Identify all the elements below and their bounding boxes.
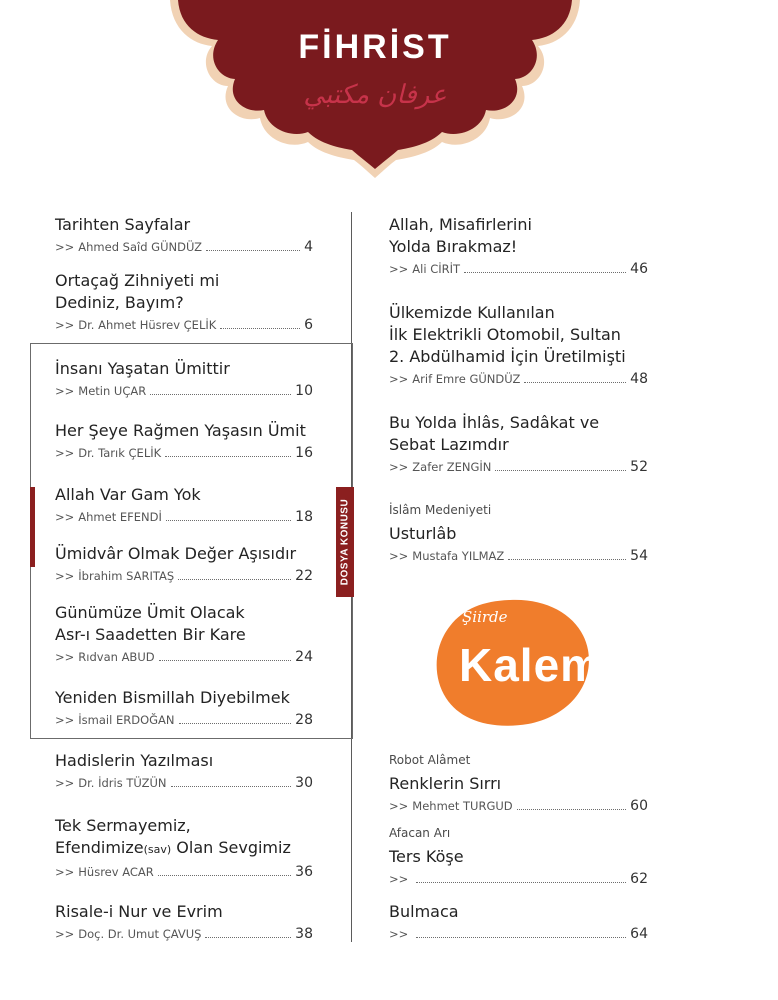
entry-author: Mustafa YILMAZ	[412, 549, 505, 563]
toc-entry[interactable]	[55, 815, 313, 880]
entry-title-line: Günümüze Ümit Olacak	[55, 603, 245, 622]
entry-author-line: >> Ahmet EFENDİ 18	[55, 509, 313, 525]
entry-author-line: >> Mehmet TURGUD 60	[389, 798, 648, 814]
entry-author-line: >> Rıdvan ABUD 24	[55, 649, 313, 665]
toc-entry[interactable]	[55, 750, 313, 791]
entry-author: Arif Emre GÜNDÜZ	[412, 372, 521, 386]
entry-title-line: Tek Sermayemiz,	[55, 816, 191, 835]
entry-page: 10	[295, 383, 313, 399]
dosya-konusu-label: DOSYA KONUSU	[339, 498, 351, 586]
header-banner	[160, 0, 590, 180]
entry-page: 54	[630, 548, 648, 564]
entry-title	[55, 815, 313, 861]
entry-author-line: >> İsmail ERDOĞAN 28	[55, 712, 313, 728]
entry-author: Dr. İdris TÜZÜN	[78, 776, 167, 790]
entry-title: İnsanı Yaşatan Ümittir	[55, 359, 230, 378]
entry-author-line: >> 62	[389, 871, 648, 887]
entry-title: Hadislerin Yazılması	[55, 751, 214, 770]
entry-author-line: >> Metin UÇAR 10	[55, 383, 313, 399]
toc-entry[interactable]	[389, 825, 648, 887]
entry-author: Mehmet TURGUD	[412, 799, 513, 813]
page-title: FİHRİST	[298, 28, 452, 66]
entry-author-line: >> Arif Emre GÜNDÜZ 48	[389, 371, 648, 387]
entry-title	[55, 602, 313, 646]
entry-author: Ahmed Saîd GÜNDÜZ	[78, 240, 203, 254]
entry-title: Tarihten Sayfalar	[55, 215, 191, 234]
entry-author-line: >> Ali CİRİT 46	[389, 261, 648, 277]
entry-author-line: >> Mustafa YILMAZ 54	[389, 548, 648, 564]
publisher-logo: عرفان مكتبي	[303, 80, 447, 110]
entry-title	[389, 412, 648, 456]
entry-title-line: İlk Elektrikli Otomobil, Sultan	[389, 325, 621, 344]
entry-category: Robot Alâmet	[389, 753, 471, 767]
entry-author-line: >> Dr. Tarık ÇELİK 16	[55, 445, 313, 461]
entry-page: 60	[630, 798, 648, 814]
kalem-logo	[432, 598, 603, 728]
entry-title-line: Dediniz, Bayım?	[55, 293, 184, 312]
toc-entry[interactable]	[55, 901, 313, 942]
entry-page: 28	[295, 712, 313, 728]
entry-page: 4	[304, 239, 313, 255]
entry-author: İbrahim SARITAŞ	[78, 569, 175, 583]
entry-author-line: >> 64	[389, 926, 648, 942]
entry-author: Metin UÇAR	[78, 384, 147, 398]
entry-title: Yeniden Bismillah Diyebilmek	[55, 688, 290, 707]
entry-title	[389, 302, 648, 368]
entry-page: 22	[295, 568, 313, 584]
entry-title-line: Sebat Lazımdır	[389, 435, 509, 454]
entry-page: 48	[630, 371, 648, 387]
entry-page: 36	[295, 864, 313, 880]
toc-entry[interactable]	[55, 602, 313, 665]
entry-title: Bulmaca	[389, 902, 459, 921]
toc-entry[interactable]	[55, 484, 313, 525]
entry-title: Ters Köşe	[389, 847, 464, 866]
entry-page: 6	[304, 317, 313, 333]
entry-title-line: Ülkemizde Kullanılan	[389, 303, 555, 322]
toc-entry[interactable]	[55, 687, 313, 728]
toc-entry[interactable]	[389, 901, 648, 942]
entry-author: Rıdvan ABUD	[78, 650, 155, 664]
entry-title	[389, 214, 648, 258]
entry-page: 38	[295, 926, 313, 942]
toc-entry[interactable]	[55, 270, 313, 333]
entry-page: 24	[295, 649, 313, 665]
entry-category: İslâm Medeniyeti	[389, 503, 492, 517]
entry-page: 16	[295, 445, 313, 461]
entry-page: 62	[630, 871, 648, 887]
entry-page: 46	[630, 261, 648, 277]
entry-title-line: Allah, Misafirlerini	[389, 215, 532, 234]
entry-author: Dr. Ahmet Hüsrev ÇELİK	[78, 318, 217, 332]
toc-entry[interactable]	[55, 214, 313, 255]
kalem-big-text: Kalem	[459, 639, 603, 691]
entry-author: İsmail ERDOĞAN	[78, 713, 175, 727]
toc-entry[interactable]	[389, 214, 648, 277]
entry-title-line: Ortaçağ Zihniyeti mi	[55, 271, 220, 290]
entry-author: Ali CİRİT	[412, 262, 461, 276]
entry-title-line: 2. Abdülhamid İçin Üretilmişti	[389, 347, 626, 366]
entry-title-line: Efendimize(sav) Olan Sevgimiz	[55, 838, 291, 857]
entry-title: Renklerin Sırrı	[389, 774, 502, 793]
entry-author: Hüsrev ACAR	[78, 865, 154, 879]
entry-author-line: >> Dr. İdris TÜZÜN 30	[55, 775, 313, 791]
kalem-small-text: Şiirde	[462, 608, 508, 626]
entry-title: Risale-i Nur ve Evrim	[55, 902, 223, 921]
toc-entry[interactable]	[55, 543, 313, 584]
entry-author-line: >> Zafer ZENGİN 52	[389, 459, 648, 475]
toc-entry[interactable]	[389, 502, 648, 564]
entry-page: 30	[295, 775, 313, 791]
entry-title: Ümidvâr Olmak Değer Aşısıdır	[55, 544, 297, 563]
entry-author-line: >> İbrahim SARITAŞ 22	[55, 568, 313, 584]
entry-page: 18	[295, 509, 313, 525]
entry-title: Usturlâb	[389, 524, 457, 543]
entry-title-line: Asr-ı Saadetten Bir Kare	[55, 625, 246, 644]
entry-author-line: >> Dr. Ahmet Hüsrev ÇELİK 6	[55, 317, 313, 333]
highlight-strip	[30, 487, 35, 567]
entry-author-line: >> Doç. Dr. Umut ÇAVUŞ 38	[55, 926, 313, 942]
dosya-konusu-tab	[336, 487, 354, 597]
entry-page: 52	[630, 459, 648, 475]
entry-author: Dr. Tarık ÇELİK	[78, 446, 162, 460]
entry-category: Afacan Arı	[389, 826, 451, 840]
entry-author: Doç. Dr. Umut ÇAVUŞ	[78, 927, 202, 941]
entry-author: Ahmet EFENDİ	[78, 510, 162, 524]
toc-entry[interactable]	[389, 752, 648, 814]
entry-title: Allah Var Gam Yok	[55, 485, 201, 504]
entry-author: Zafer ZENGİN	[412, 460, 492, 474]
entry-title-line: Bu Yolda İhlâs, Sadâkat ve	[389, 413, 600, 432]
entry-title-line: Yolda Bırakmaz!	[389, 237, 518, 256]
entry-author-line: >> Ahmed Saîd GÜNDÜZ 4	[55, 239, 313, 255]
toc-entry[interactable]	[389, 302, 648, 387]
toc-entry[interactable]	[55, 358, 313, 399]
dosya-konusu-box	[30, 343, 353, 739]
entry-title	[55, 270, 313, 314]
entry-page: 64	[630, 926, 648, 942]
entry-title: Her Şeye Rağmen Yaşasın Ümit	[55, 421, 306, 440]
entry-author-line: >> Hüsrev ACAR 36	[55, 864, 313, 880]
toc-entry[interactable]	[55, 420, 313, 461]
toc-entry[interactable]	[389, 412, 648, 475]
